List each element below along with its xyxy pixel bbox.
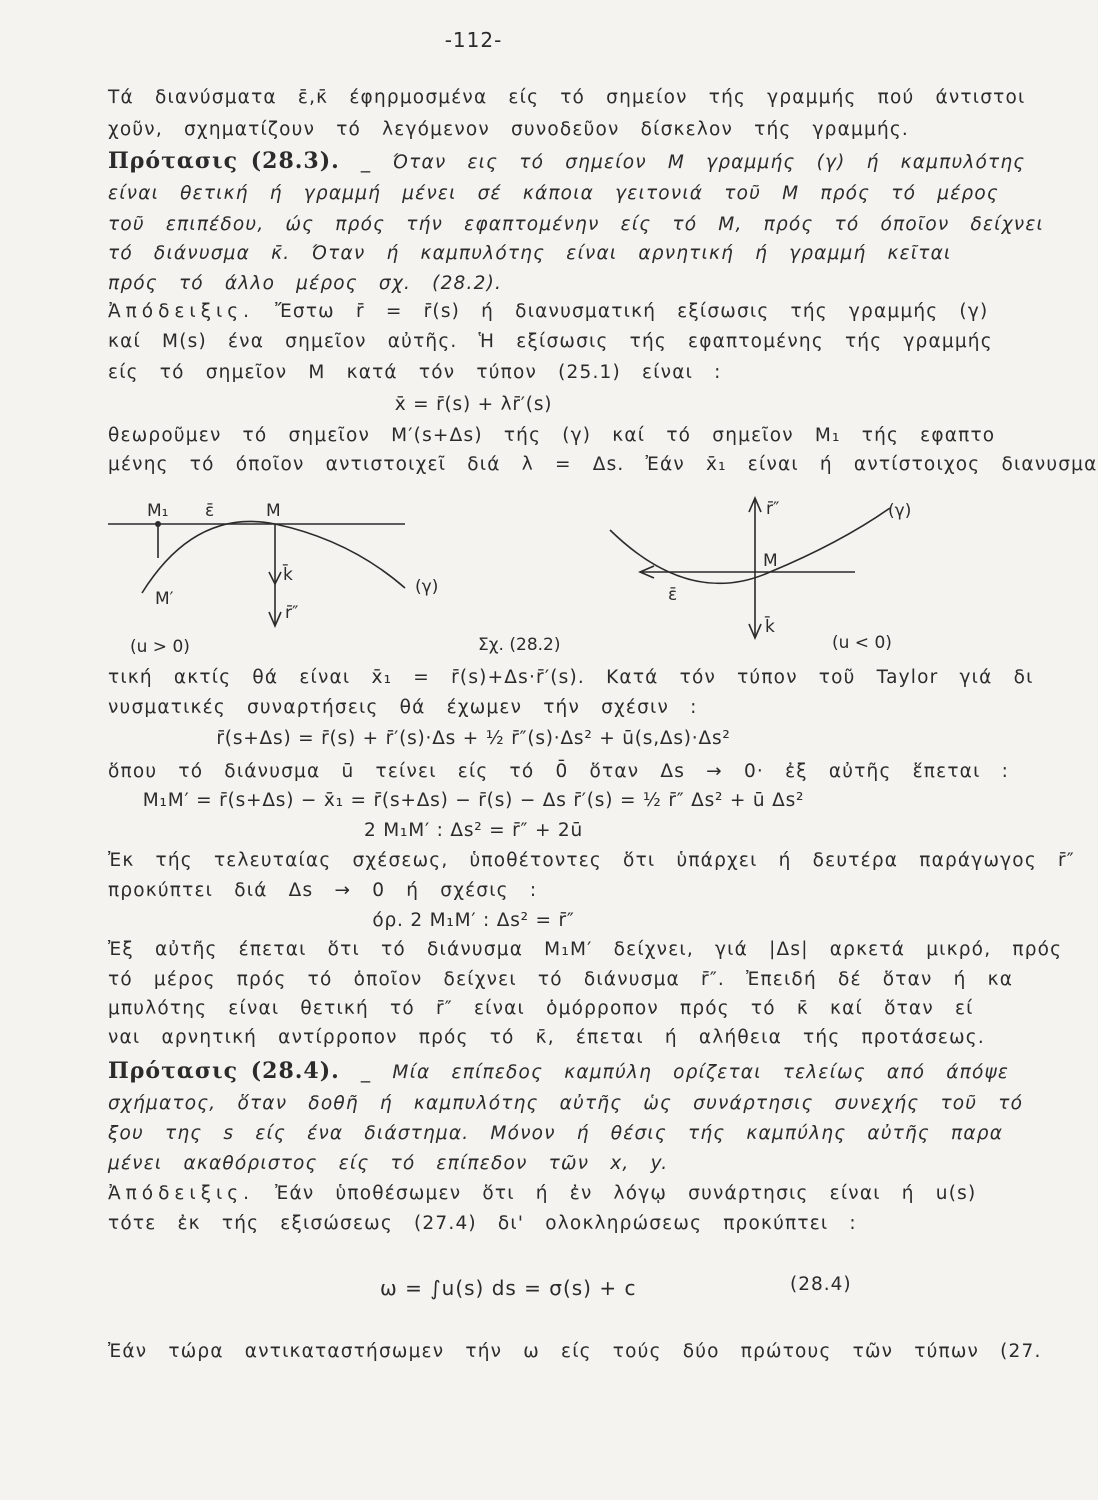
text-line-8 — [108, 301, 989, 322]
proposition-heading-2: Πρότασις (28.4). — [108, 1058, 340, 1084]
text-line-22 — [108, 1058, 1010, 1084]
proposition-text: _ Όταν εις τό σημείον Μ γραμμής (γ) ή καμπυλότης — [339, 152, 1026, 173]
label-m-left: M — [266, 501, 281, 521]
label-k-left: k̄ — [283, 565, 293, 585]
figure-caption: Σχ. (28.2) — [478, 635, 561, 655]
text-line-17: προκύπτει διά Δs → 0 ή σχέσις : — [108, 880, 538, 901]
condition-left: (u > 0) — [130, 637, 190, 657]
text-line-1: Τά διανύσματα ε̄,κ̄ έφηρμοσμένα είς τό σημείον τής γραμμής πού άντιστοι — [108, 87, 1026, 108]
proof-label: Ἀπόδειξις. — [108, 301, 255, 322]
text-line-26 — [108, 1183, 977, 1204]
label-e-left: ε̄ — [205, 501, 215, 521]
text-line-28: Ἐάν τώρα αντικαταστήσωμεν τήν ω είς τούς δύο πρώτους τῶν τύπων (27. — [108, 1341, 1042, 1362]
text-line-2: χοῦν, σχηματίζουν τό λεγόμενον συνοδεῦον δίσκελον τής γραμμής. — [108, 119, 910, 140]
text-line-14: νυσματικές συναρτήσεις θά έχωμεν τήν σχέσιν : — [108, 697, 698, 718]
text-line-6: τό διάνυσμα κ̄. Όταν ή καμπυλότης είναι αρνητική ή γραμμή κεῖται — [108, 243, 952, 264]
proof-text-2: Ἐάν ὑποθέσωμεν ὅτι ή ἐν λόγῳ συνάρτησις είναι ή u(s) — [254, 1183, 977, 1204]
text-line-16: Ἐκ τής τελευταίας σχέσεως, ὑποθέτοντες ὅτι ὑπάρχει ή δευτέρα παράγωγος r̄″ — [108, 850, 1075, 871]
text-line-27: τότε ἐκ τής εξισώσεως (27.4) δι' ολοκληρώσεως προκύπτει : — [108, 1213, 857, 1234]
label-m-prime: M′ — [155, 589, 174, 609]
text-line-11: θεωροῦμεν τό σημεῖον Μ′(s+Δs) τής (γ) καί τό σημεῖον Μ₁ τής εφαπτο — [108, 425, 996, 446]
text-line-13: τική ακτίς θά είναι x̄₁ = r̄(s)+Δs·r̄′(s). Κατά τόν τύπον τοῦ Taylor γιά δι — [108, 667, 1034, 688]
text-line-10: είς τό σημεῖον Μ κατά τόν τύπον (25.1) είναι : — [108, 362, 722, 383]
figure-28-2 — [0, 488, 947, 668]
equation-integral-row — [0, 1268, 947, 1304]
label-gamma-right: (γ) — [888, 501, 912, 521]
point-m1 — [155, 521, 161, 527]
label-r2-left: r̄″ — [285, 603, 299, 623]
text-line-4: είναι θετική ή γραμμή μένει σέ κάποια γειτονιά τοῦ Μ πρός τό μέρος — [108, 183, 999, 204]
page-number: -112- — [444, 28, 503, 52]
text-line-23: σχήματος, ὅταν δοθῆ ή καμπυλότης αὐτῆς ὡς συνάρτησις συνεχής τοῦ τό — [108, 1093, 1024, 1114]
text-line-12: μένης τό όποῖον αντιστοιχεῖ διά λ = Δs. Ἐάν x̄₁ είναι ή αντίστοιχος διανυσμα — [108, 454, 1098, 475]
label-r2-right: r̄″ — [766, 499, 780, 519]
equation-ratio: 2 M₁M′ : Δs² = r̄″ + 2ū — [363, 820, 584, 841]
figure-right — [610, 498, 890, 638]
proposition-heading: Πρότασις (28.3). — [108, 148, 340, 174]
equation-tangent: x̄ = r̄(s) + λr̄′(s) — [394, 394, 553, 415]
equation-m1mprime: M₁M′ = r̄(s+Δs) − x̄₁ = r̄(s+Δs) − r̄(s) − Δs r̄′(s) = ½ r̄″ Δs² + ū Δs² — [142, 790, 805, 811]
text-line-5: τοῦ επιπέδου, ώς πρός τήν εφαπτομένην είς τό Μ, πρός τό όποῖον δείχνει — [108, 214, 1044, 235]
text-line-19: τό μέρος πρός τό ὁποῖον δείχνει τό διάνυσμα r̄″. Ἐπειδή δέ ὅταν ή κα — [108, 969, 1014, 990]
text-line-7: πρός τό άλλο μέρος σχ. (28.2). — [108, 273, 503, 294]
figure-left — [108, 521, 405, 626]
text-line-9: καί Μ(s) ένα σημεῖον αὐτῆς. Ἡ εξίσωσις τής εφαπτομένης τής γραμμής — [108, 331, 993, 352]
label-gamma-left: (γ) — [415, 577, 439, 597]
proof-text: Ἔστω r̄ = r̄(s) ή διανυσματική εξίσωσις τής γραμμής (γ) — [254, 301, 989, 322]
proposition-text-2: _ Μία επίπεδος καμπύλη ορίζεται τελείως από άπόψε — [339, 1062, 1010, 1083]
label-m-right: M — [763, 551, 778, 571]
condition-right: (u < 0) — [832, 633, 892, 653]
equation-limit: όρ. 2 M₁M′ : Δs² = r̄″ — [372, 910, 575, 931]
text-line-20: μπυλότης είναι θετική τό r̄″ είναι ὁμόρροπον πρός τό κ̄ καί ὅταν εί — [108, 998, 974, 1019]
label-m1: M₁ — [147, 501, 169, 521]
label-e-right: ε̄ — [668, 585, 678, 605]
text-line-15: ὅπου τό διάνυσμα ū τείνει είς τό 0̄ ὅταν Δs → 0· ἐξ αὐτῆς ἕπεται : — [108, 761, 1010, 782]
label-k-right: k̄ — [765, 617, 775, 637]
proof-label-2: Ἀπόδειξις. — [108, 1183, 255, 1204]
text-line-25: μένει ακαθόριστος είς τό επίπεδον τῶν x, y. — [108, 1153, 669, 1174]
text-line-21: ναι αρνητική αντίρροπον πρός τό κ̄, έπεται ή αλήθεια τής προτάσεως. — [108, 1027, 985, 1048]
text-line-24: ξου της s είς ένα διάστημα. Μόνον ή θέσις τής καμπύλης αὐτῆς παρα — [108, 1123, 1004, 1144]
text-line-3 — [108, 148, 1026, 174]
equation-taylor: r̄(s+Δs) = r̄(s) + r̄′(s)·Δs + ½ r̄″(s)·Δs² + ū(s,Δs)·Δs² — [216, 728, 731, 749]
text-line-18: Ἐξ αὐτῆς έπεται ὅτι τό διάνυσμα Μ₁Μ′ δείχνει, γιά |Δs| αρκετά μικρό, πρός — [108, 939, 1063, 960]
equation-integral: ω = ∫u(s) ds = σ(s) + c — [380, 1276, 637, 1300]
equation-number: (28.4) — [790, 1274, 852, 1295]
